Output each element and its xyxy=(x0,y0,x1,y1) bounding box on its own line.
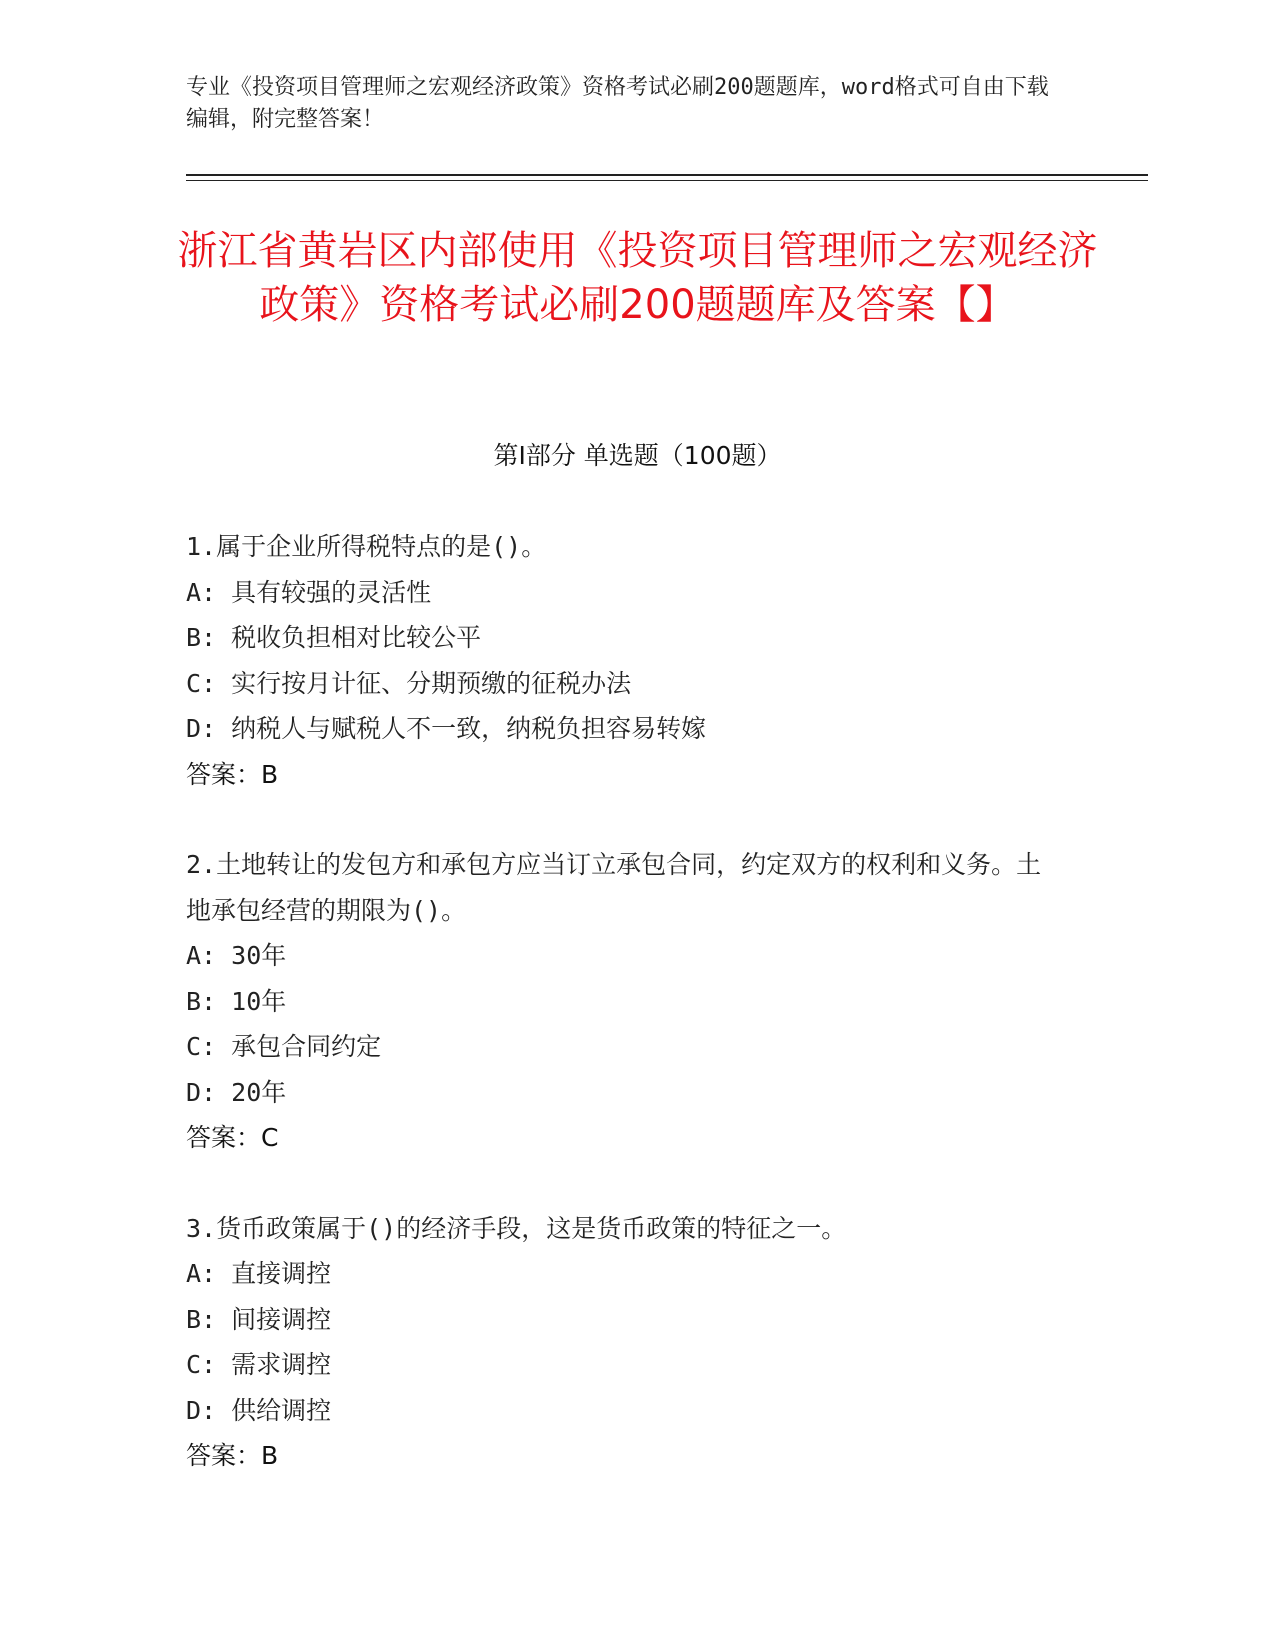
option-c: C: 需求调控 xyxy=(186,1350,332,1379)
option-c: C: 实行按月计征、分期预缴的征税办法 xyxy=(186,668,632,698)
question-list xyxy=(186,524,1066,1524)
option-a: A: 直接调控 xyxy=(186,1259,332,1288)
option-c: C: 承包合同约定 xyxy=(186,1032,382,1061)
answer: 答案：B xyxy=(186,759,279,789)
section-title: 第I部分 单选题（100题） xyxy=(493,441,782,470)
option-d: D: 纳税人与赋税人不一致，纳税负担容易转嫁 xyxy=(186,714,707,743)
question-stem: 2.土地转让的发包方和承包方应当订立承包合同，约定双方的权利和义务。土地承包经营的期限为()。 xyxy=(186,850,1042,925)
option-a: A: 30年 xyxy=(186,941,287,970)
header-note: 专业《投资项目管理师之宏观经济政策》资格考试必刷200题题库，word格式可自由下载编辑，附完整答案！ xyxy=(186,75,1049,132)
answer: 答案：B xyxy=(186,1441,279,1470)
document-title: 浙江省黄岩区内部使用《投资项目管理师之宏观经济政策》资格考试必刷200题题库及答案【】 xyxy=(177,228,1098,328)
question-stem: 3.货币政策属于()的经济手段，这是货币政策的特征之一。 xyxy=(186,1213,847,1243)
answer: 答案：C xyxy=(186,1123,279,1152)
option-a: A: 具有较强的灵活性 xyxy=(186,577,432,607)
header-divider-thick xyxy=(186,174,1148,176)
question-1 xyxy=(186,524,1066,797)
header-divider-thin xyxy=(186,180,1148,181)
question-3 xyxy=(186,1206,1066,1479)
option-d: D: 供给调控 xyxy=(186,1395,332,1425)
option-d: D: 20年 xyxy=(186,1077,287,1107)
option-b: B: 税收负担相对比较公平 xyxy=(186,623,482,652)
question-stem: 1.属于企业所得税特点的是()。 xyxy=(186,532,547,561)
question-2 xyxy=(186,842,1066,1161)
option-b: B: 10年 xyxy=(186,986,287,1016)
option-b: B: 间接调控 xyxy=(186,1304,332,1334)
